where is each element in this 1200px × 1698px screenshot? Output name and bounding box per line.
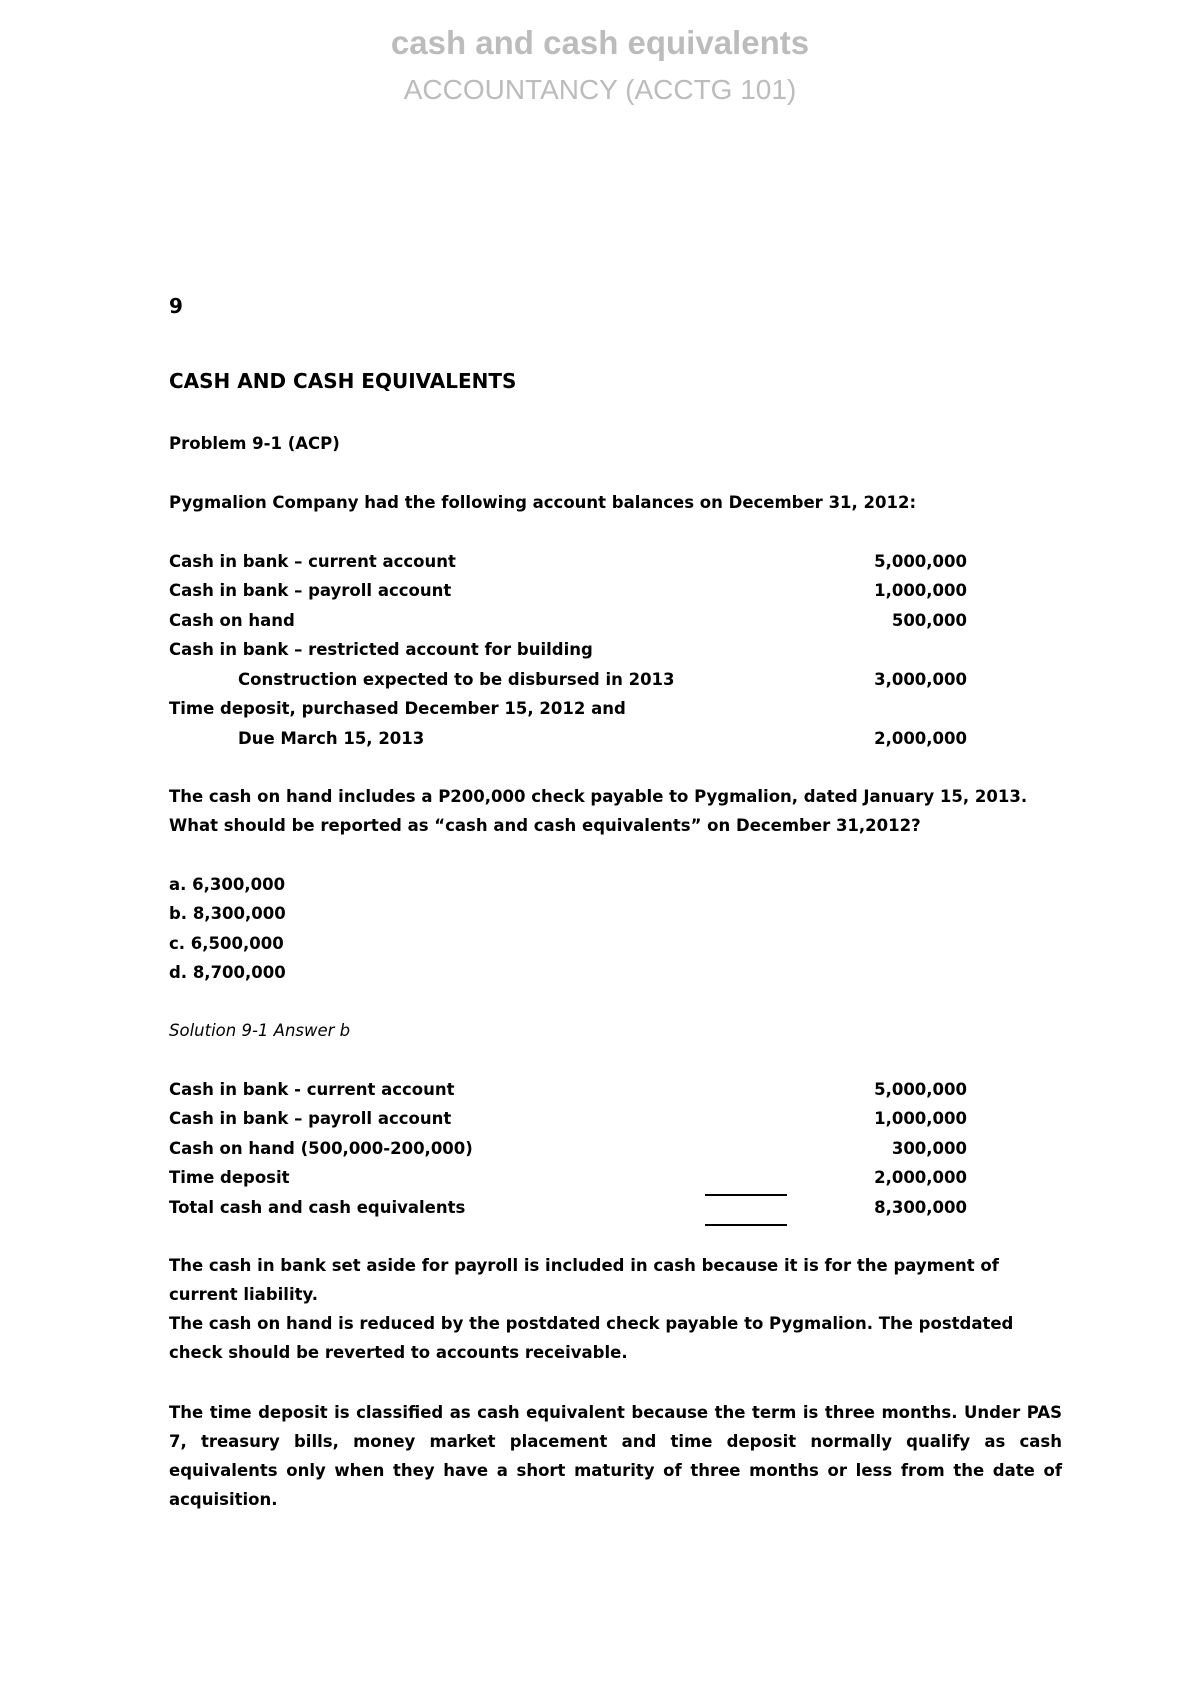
problem-heading: Problem 9-1 (ACP) xyxy=(169,434,340,453)
problem-intro: Pygmalion Company had the following account balances on December 31, 2012: xyxy=(169,493,917,512)
document-header-course: ACCOUNTANCY (ACCTG 101) xyxy=(403,74,797,105)
solution-item-amount: 300,000 xyxy=(891,1139,967,1158)
total-underline xyxy=(705,1224,787,1226)
solution-item-amount: 2,000,000 xyxy=(874,1168,967,1187)
answer-choice: a. 6,300,000 xyxy=(169,875,286,894)
problem-question: What should be reported as “cash and cash equivalents” on December 31,2012? xyxy=(169,816,921,835)
answer-choice: c. 6,500,000 xyxy=(169,934,284,953)
solution-item-label: Cash in bank – payroll account xyxy=(169,1109,452,1128)
document-header-title: cash and cash equivalents xyxy=(390,24,810,61)
problem-item-amount: 1,000,000 xyxy=(874,581,967,600)
problem-item-label: Construction expected to be disbursed in 2013 xyxy=(238,670,675,689)
solution-item-label: Cash in bank - current account xyxy=(169,1080,455,1099)
explanation-paragraph: The cash on hand is reduced by the postdated check payable to Pygmalion. The postdated check should be reverted to accounts receivable. xyxy=(169,1314,1014,1362)
problem-item-amount: 3,000,000 xyxy=(874,670,967,689)
solution-item-label: Cash on hand (500,000-200,000) xyxy=(169,1139,473,1158)
solution-total-label: Total cash and cash equivalents xyxy=(169,1198,466,1217)
problem-item-amount: 5,000,000 xyxy=(874,552,967,571)
explanation-paragraph: The time deposit is classified as cash equivalent because the term is three months. Under PAS 7, treasury bills, money market placement and time deposit normally qualify as cash equivalents only when they have a short maturity of three months or less from the date of acquisition. xyxy=(169,1403,1062,1509)
problem-item-label: Cash on hand xyxy=(169,611,295,630)
problem-item-amount: 2,000,000 xyxy=(874,729,967,748)
problem-item-label: Due March 15, 2013 xyxy=(238,729,425,748)
chapter-number: 9 xyxy=(169,294,183,318)
problem-item-label: Cash in bank – current account xyxy=(169,552,456,571)
problem-item-amount: 500,000 xyxy=(891,611,967,630)
solution-item-amount: 1,000,000 xyxy=(874,1109,967,1128)
total-rule xyxy=(705,1194,787,1196)
solution-item-amount: 5,000,000 xyxy=(874,1080,967,1099)
problem-item-label: Time deposit, purchased December 15, 2012 and xyxy=(169,699,626,718)
solution-heading: Solution 9-1 Answer b xyxy=(169,1021,351,1040)
solution-item-label: Time deposit xyxy=(169,1168,290,1187)
explanation-paragraph: The cash in bank set aside for payroll is included in cash because it is for the payment of current liability. xyxy=(169,1256,999,1304)
answer-choice: b. 8,300,000 xyxy=(169,904,286,923)
solution-total-amount: 8,300,000 xyxy=(874,1198,967,1217)
problem-item-label: Cash in bank – restricted account for building xyxy=(169,640,593,659)
problem-item-label: Cash in bank – payroll account xyxy=(169,581,452,600)
problem-note: The cash on hand includes a P200,000 check payable to Pygmalion, dated January 15, 2013. xyxy=(169,787,1028,806)
chapter-title: CASH AND CASH EQUIVALENTS xyxy=(169,369,517,393)
answer-choice: d. 8,700,000 xyxy=(169,963,286,982)
